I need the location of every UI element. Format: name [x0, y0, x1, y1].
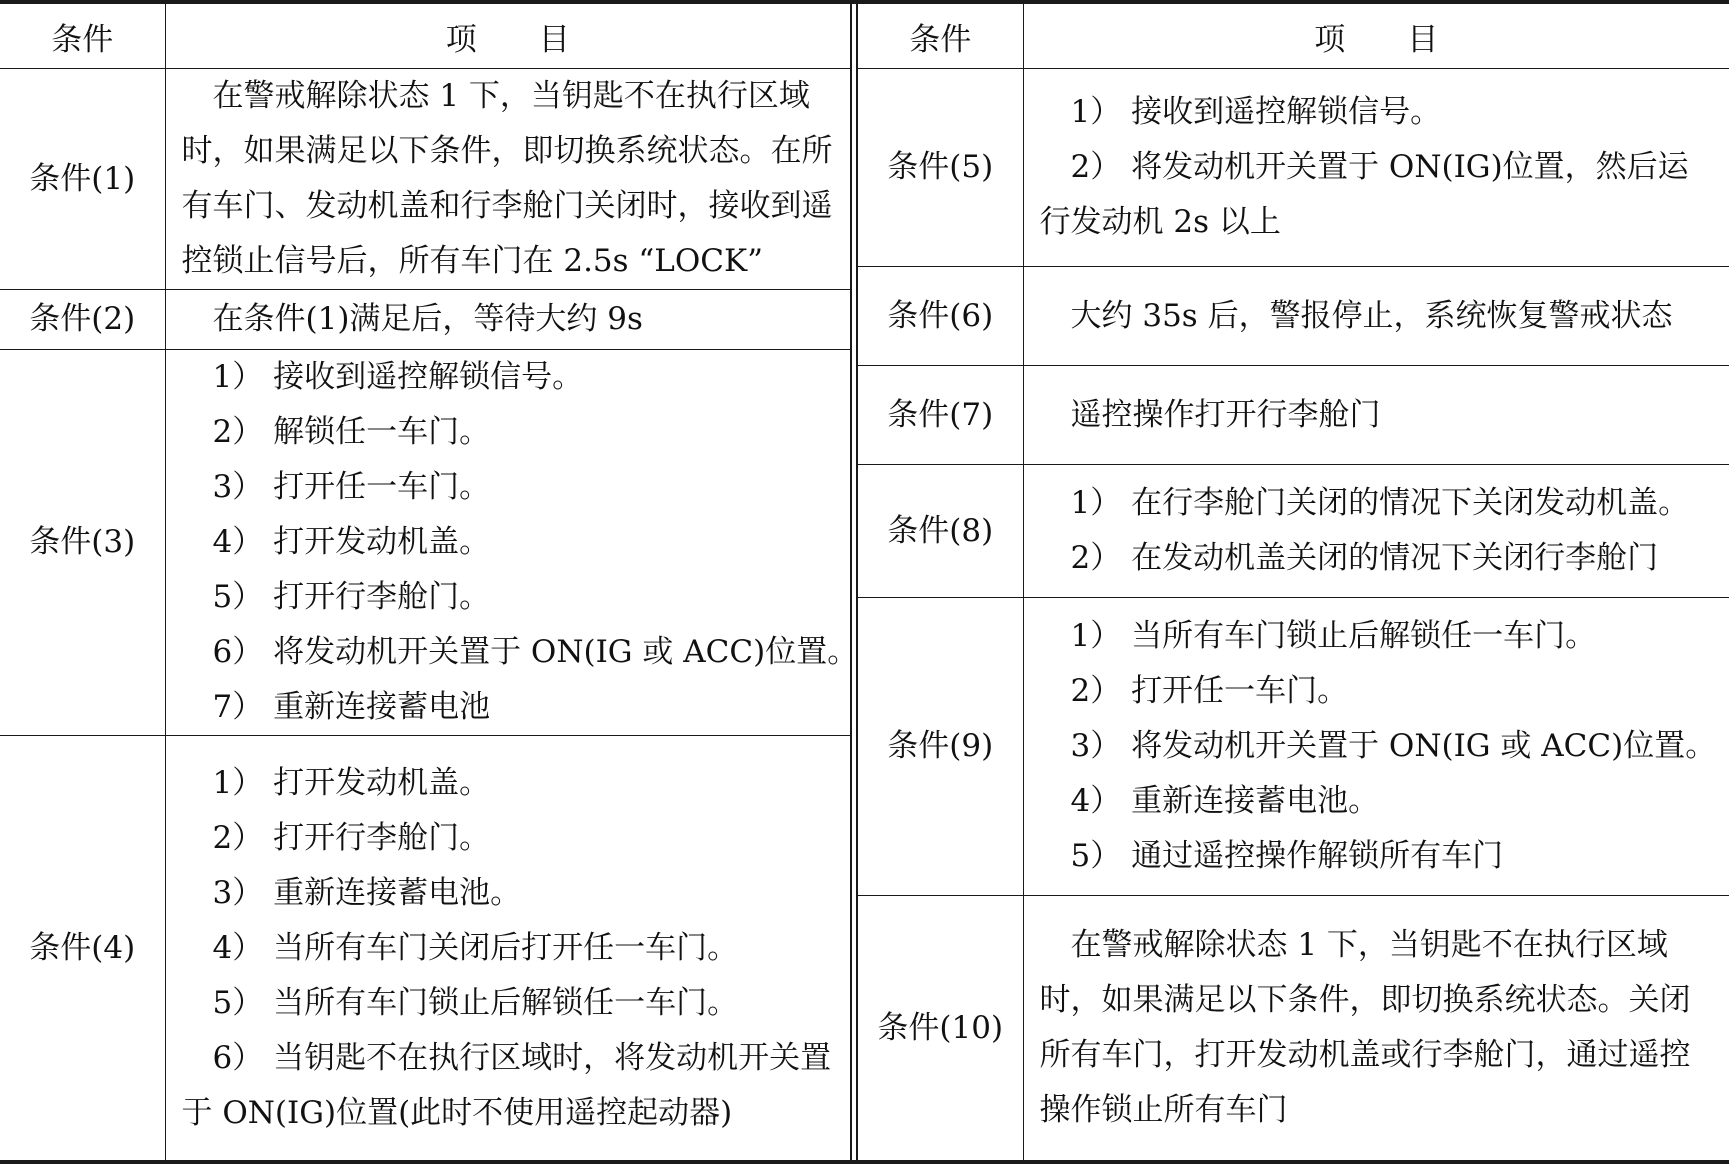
item-line: 4） 重新连接蓄电池。 [1070, 783, 1380, 819]
right-table [858, 4, 1729, 1160]
table-row [858, 366, 1729, 465]
condition-label: 条件(9) [858, 598, 1023, 896]
item-line: 3） 重新连接蓄电池。 [212, 874, 522, 911]
item-text: 在警戒解除状态 1 下，当钥匙不在执行区域时，如果满足以下条件，即切换系统状态。关闭所有车门，打开发动机盖或行李舱门，通过遥控操作锁止所有车门 [1039, 927, 1691, 1128]
condition-item [1023, 69, 1729, 267]
item-line: 4） 当所有车门关闭后打开任一车门。 [212, 929, 739, 966]
table-row [858, 465, 1729, 598]
condition-label: 条件(3) [0, 350, 165, 736]
condition-item [1023, 598, 1729, 896]
condition-label: 条件(7) [858, 366, 1023, 465]
item-line: 3） 将发动机开关置于 ON(IG 或 ACC)位置。 [1070, 728, 1717, 764]
item-line: 5） 通过遥控操作解锁所有车门 [1070, 838, 1504, 874]
item-line: 1） 当所有车门锁止后解锁任一车门。 [1070, 618, 1597, 654]
condition-item [165, 350, 859, 736]
table-row [0, 736, 850, 1161]
item-text: 大约 35s 后，警报停止，系统恢复警戒状态 [1070, 297, 1673, 334]
condition-label: 条件(4) [0, 736, 165, 1161]
condition-label: 条件(6) [858, 267, 1023, 366]
condition-item [1023, 465, 1729, 598]
item-text: 在条件(1)满足后，等待大约 9s [212, 301, 643, 337]
item-line: 1） 在行李舱门关闭的情况下关闭发动机盖。 [1070, 485, 1690, 521]
table-row [858, 69, 1729, 267]
item-text: 6） 当钥匙不在执行区域时，将发动机开关置于 ON(IG)位置(此时不使用遥控起动器) [181, 1039, 832, 1131]
item-text: 遥控操作打开行李舱门 [1070, 396, 1381, 433]
condition-label: 条件(2) [0, 290, 165, 350]
table-row [858, 267, 1729, 366]
item-line: 6） 将发动机开关置于 ON(IG 或 ACC)位置。 [212, 634, 859, 670]
item-line: 5） 当所有车门锁止后解锁任一车门。 [212, 984, 739, 1021]
item-line: 1） 接收到遥控解锁信号。 [212, 359, 584, 395]
condition-item [165, 69, 850, 290]
condition-item [1023, 366, 1729, 465]
right-table-half [858, 4, 1729, 1160]
header-row [0, 4, 850, 69]
left-table [0, 4, 859, 1160]
condition-item [165, 736, 850, 1161]
table-row [0, 350, 850, 736]
item-line: 2） 打开行李舱门。 [212, 819, 491, 856]
column-divider [850, 4, 858, 1160]
item-line: 2） 解锁任一车门。 [212, 414, 491, 450]
item-line: 1） 打开发动机盖。 [212, 764, 491, 801]
condition-label: 条件(8) [858, 465, 1023, 598]
table-row [858, 896, 1729, 1161]
condition-label: 条件(10) [858, 896, 1023, 1161]
table-row [0, 69, 850, 290]
header-row [858, 4, 1729, 69]
table-row [0, 290, 850, 350]
item-line: 2） 在发动机盖关闭的情况下关闭行李舱门 [1070, 540, 1659, 576]
condition-item [1023, 267, 1729, 366]
condition-label: 条件(1) [0, 69, 165, 290]
item-text: 在警戒解除状态 1 下，当钥匙不在执行区域时，如果满足以下条件，即切换系统状态。在所有车门、发动机盖和行李舱门关闭时，接收到遥控锁止信号后，所有车门在 2.5s “LOCK” [181, 78, 833, 279]
header-item: 项 目 [165, 4, 850, 69]
table-row [858, 598, 1729, 896]
condition-label: 条件(5) [858, 69, 1023, 267]
item-text: 2） 将发动机开关置于 ON(IG)位置，然后运行发动机 2s 以上 [1039, 149, 1689, 240]
header-condition: 条件 [858, 4, 1023, 69]
item-line: 5） 打开行李舱门。 [212, 579, 491, 615]
item-line: 3） 打开任一车门。 [212, 469, 491, 505]
condition-item [1023, 896, 1729, 1161]
header-item: 项 目 [1023, 4, 1729, 69]
condition-item [165, 290, 850, 350]
item-line: 4） 打开发动机盖。 [212, 524, 491, 560]
left-table-half [0, 4, 859, 1160]
item-line: 1） 接收到遥控解锁信号。 [1070, 94, 1442, 130]
item-line: 2） 打开任一车门。 [1070, 673, 1349, 709]
header-condition: 条件 [0, 4, 165, 69]
item-line: 7） 重新连接蓄电池 [212, 689, 491, 725]
